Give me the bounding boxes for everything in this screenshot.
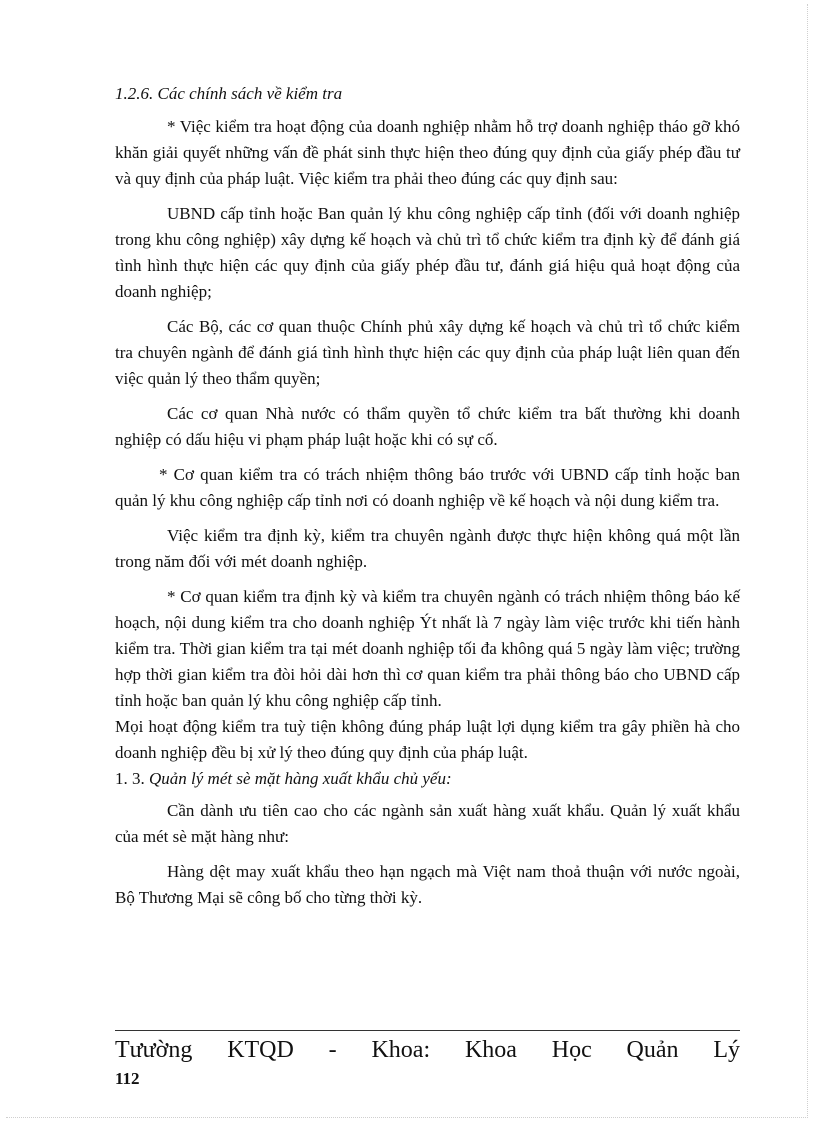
footer-word: Khoa: bbox=[371, 1037, 431, 1063]
section-heading: 1.2.6. Các chính sách về kiểm tra bbox=[115, 84, 343, 103]
paragraph-4: Các cơ quan Nhà nước có thẩm quyền tổ chức kiểm tra bất thường khi doanh nghiệp có dấu hiệu vi phạm pháp luật hoặc khi có sự cố. bbox=[115, 404, 740, 449]
footer-word: Học bbox=[551, 1037, 592, 1063]
page-footer bbox=[115, 1030, 740, 1089]
paragraph-3: Các Bộ, các cơ quan thuộc Chính phủ xây dựng kế hoạch và chủ trì tổ chức kiểm tra chuyên ngành để đánh giá tình hình thực hiện các quy định của pháp luật liên quan đến việc quản lý theo thẩm quyền; bbox=[115, 317, 740, 388]
paragraph-1: * Việc kiểm tra hoạt động của doanh nghiệp nhằm hỗ trợ doanh nghiệp tháo gỡ khó khăn giải quyết những vấn đề phát sinh thực hiện theo đúng quy định của giấy phép đầu tư và quy định của pháp luật. Việc kiểm tra phải theo đúng các quy định sau: bbox=[115, 117, 740, 188]
footer-word: Khoa bbox=[464, 1037, 517, 1063]
footer-word: Tưường bbox=[115, 1037, 193, 1063]
paragraph-2: UBND cấp tỉnh hoặc Ban quản lý khu công nghiệp cấp tỉnh (đối với doanh nghiệp trong khu công nghiệp) xây dựng kế hoạch và chủ trì tổ chức kiểm tra định kỳ để đánh giá tình hình thực hiện các quy định của giấy phép đầu tư, đánh giá hiệu quả hoạt động của doanh nghiệp; bbox=[115, 204, 740, 301]
page-number: 112 bbox=[115, 1069, 140, 1088]
paragraph-10: Hàng dệt may xuất khẩu theo hạn ngạch mà Việt nam thoả thuận với nước ngoài, Bộ Thương Mại sẽ công bố cho từng thời kỳ. bbox=[115, 862, 740, 907]
footer-word: - bbox=[328, 1037, 337, 1063]
paragraph-6: Việc kiểm tra định kỳ, kiểm tra chuyên ngành được thực hiện không quá một lần trong năm đối với mét doanh nghiệp. bbox=[115, 526, 740, 571]
footer-word: Quản bbox=[626, 1037, 679, 1063]
paragraph-8: Mọi hoạt động kiểm tra tuỳ tiện không đúng pháp luật lợi dụng kiểm tra gây phiền hà cho doanh nghiệp đều bị xử lý theo đúng quy định của pháp luật. bbox=[115, 717, 740, 762]
subsection-title: Quản lý mét sè mặt hàng xuất khẩu chủ yếu: bbox=[149, 769, 452, 788]
subsection-number: 1. 3. bbox=[115, 769, 145, 788]
subsection-heading bbox=[115, 766, 740, 792]
paragraph-5: * Cơ quan kiểm tra có trách nhiệm thông báo trước với UBND cấp tỉnh hoặc ban quản lý khu công nghiệp cấp tỉnh nơi có doanh nghiệp về kế hoạch và nội dung kiểm tra. bbox=[115, 465, 740, 510]
page-body bbox=[115, 84, 740, 920]
paragraph-9: Cần dành ưu tiên cao cho các ngành sản xuất hàng xuất khẩu. Quản lý xuất khẩu của mét sè mặt hàng như: bbox=[115, 801, 740, 846]
paragraph-7: * Cơ quan kiểm tra định kỳ và kiểm tra chuyên ngành có trách nhiệm thông báo kế hoạch, nội dung kiểm tra cho doanh nghiệp Ýt nhất là 7 ngày làm việc trước khi tiến hành kiểm tra. Thời gian kiểm tra tại mét doanh nghiệp tối đa không quá 5 ngày làm việc; trường hợp thời gian kiểm tra đòi hỏi dài hơn thì cơ quan kiểm tra phải thông báo cho UBND cấp tỉnh hoặc ban quản lý khu công nghiệp cấp tỉnh. bbox=[115, 587, 740, 710]
footer-word: KTQD bbox=[227, 1037, 294, 1063]
footer-school-line bbox=[115, 1035, 740, 1065]
footer-word: Lý bbox=[713, 1037, 740, 1063]
